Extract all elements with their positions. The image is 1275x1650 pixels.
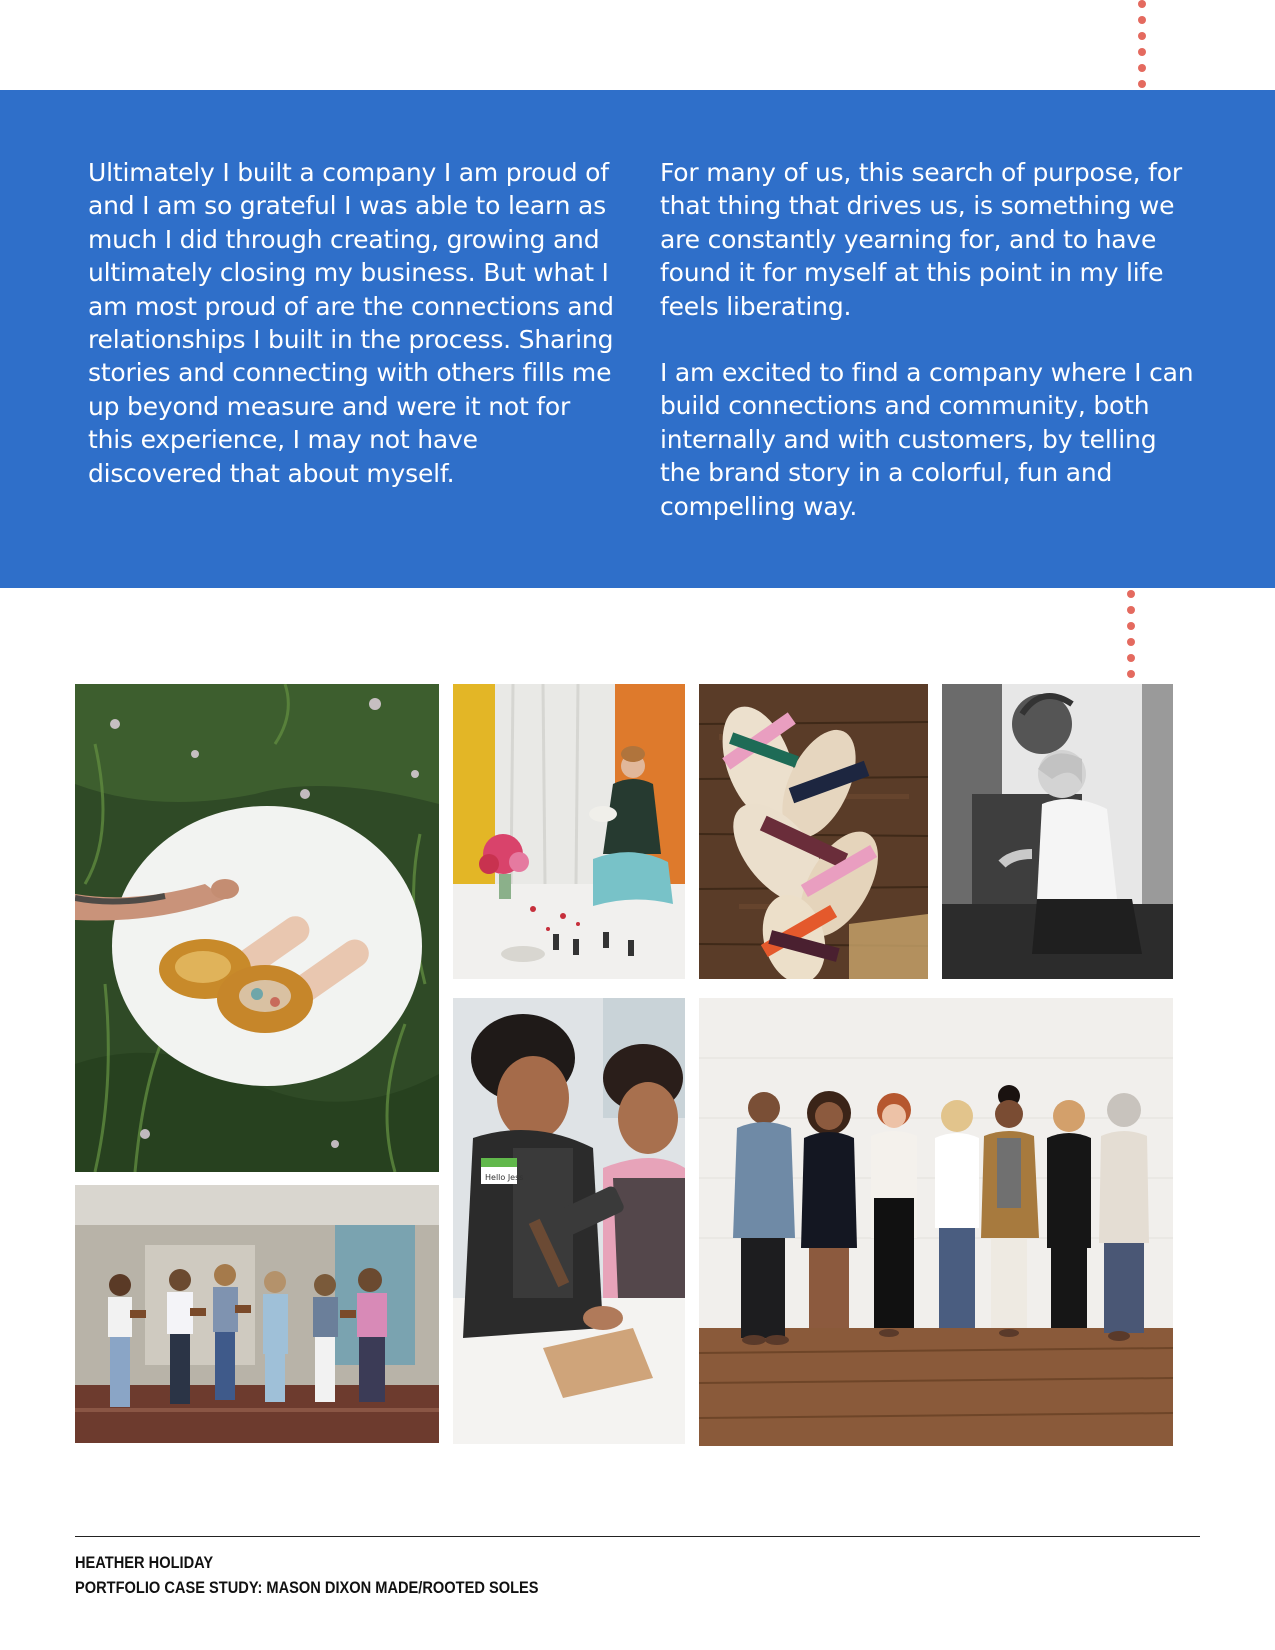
footer-divider: [75, 1536, 1200, 1537]
photo-sandals-on-wood: [699, 684, 928, 979]
right-paragraph-2: I am excited to find a company where I can build connections and community, both internally and with customers, by telling the brand story in a colorful, fun and compelling way.: [660, 358, 1194, 521]
footer: [75, 1550, 539, 1600]
decorative-dots-top: [1138, 0, 1146, 88]
decorative-dots-middle: [1127, 590, 1135, 678]
footer-subtitle: PORTFOLIO CASE STUDY: MASON DIXON MADE/ROOTED SOLES: [75, 1578, 539, 1597]
text-column-right: [660, 156, 1200, 523]
photo-woman-crafting-bw: [942, 684, 1173, 979]
photo-slippers-on-mirror: [75, 684, 439, 1172]
blue-text-band: [0, 90, 1275, 588]
photo-kids-workshop: [453, 998, 685, 1444]
right-paragraph-1: For many of us, this search of purpose, for that thing that drives us, is something we are constantly yearning for, and to have found it for myself at this point in my life feels liberating.: [660, 158, 1182, 321]
photo-group-of-friends: [699, 998, 1173, 1446]
name-tag-text: Hello Jess: [485, 1173, 524, 1182]
left-paragraph: Ultimately I built a company I am proud of and I am so grateful I was able to learn as much I did through creating, growing and ultimately closing my business. But what I am most proud of are the connections and relationships I built in the process. Sharing stories and connecting with others fills me up beyond measure and were it not for this experience, I may not have discovered that about myself.: [88, 158, 614, 488]
photo-group-with-shoes: [75, 1185, 439, 1443]
footer-author-name: HEATHER HOLIDAY: [75, 1553, 214, 1572]
photo-woman-painting-shoes: [453, 684, 685, 979]
text-column-left: [88, 156, 618, 490]
